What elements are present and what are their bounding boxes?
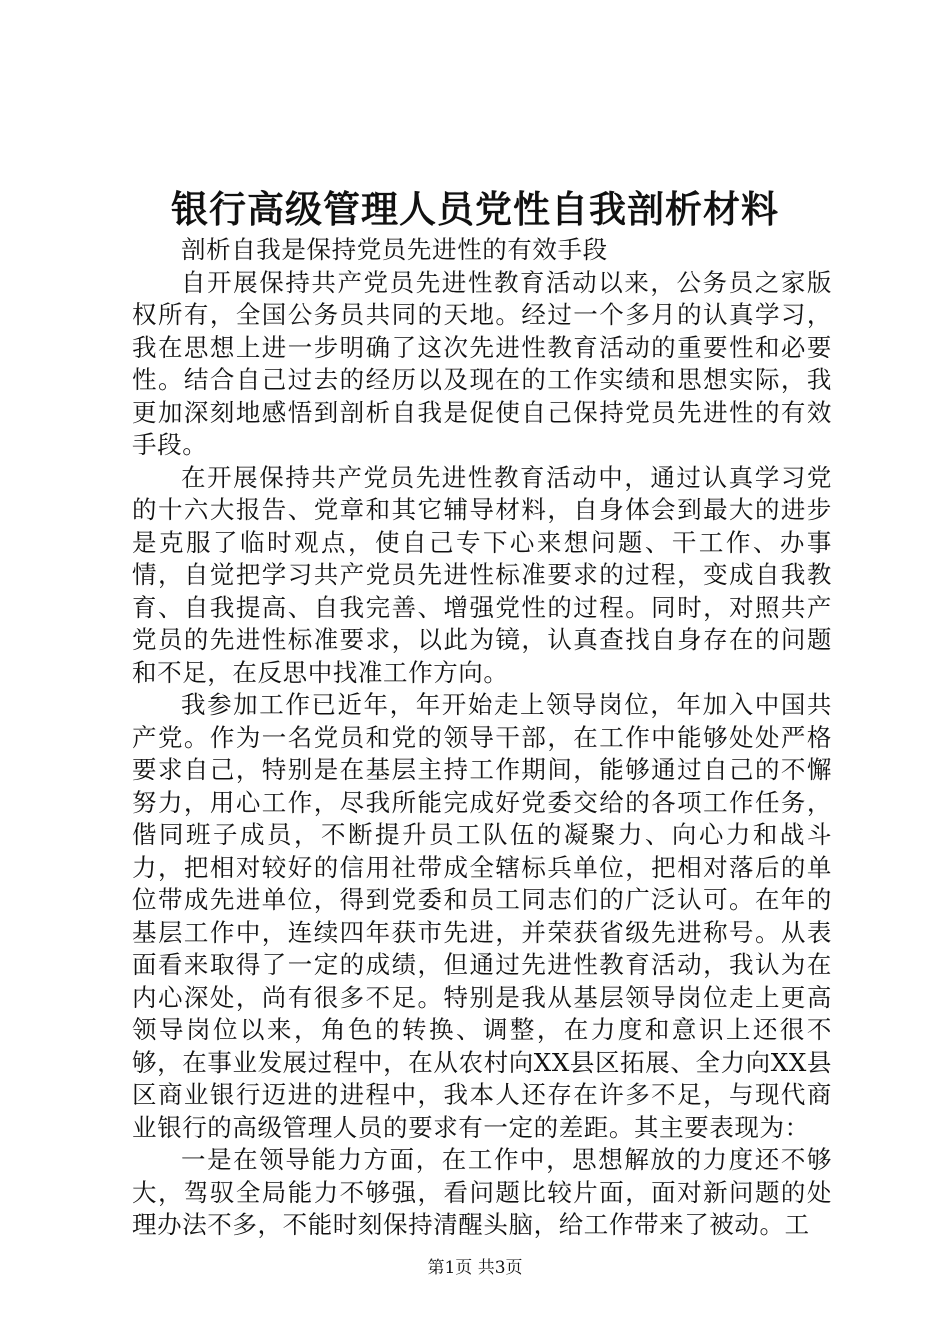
page-number-footer: 第1页 共3页 — [427, 1258, 523, 1278]
document-title: 银行高级管理人员党性自我剖析材料 — [171, 187, 779, 231]
paragraph-3: 我参加工作已近年，年开始走上领导岗位，年加入中国共产党。作为一名党员和党的领导干部，在工作中能够处处严格要求自己，特别是在基层主持工作期间，能够通过自己的不懈努力，用心工作，尽我所能完成好党委交给的各项工作任务，偕同班子成员，不断提升员工队伍的凝聚力、向心力和战斗力，把相对较好的信用社带成全辖标兵单位，把相对落后的单位带成先进单位，得到党委和员工同志们的广泛认可。在年的基层工作中，连续四年获市先进，并荣获省级先进称号。从表面看来取得了一定的成绩，但通过先进性教育活动，我认为在内心深处，尚有很多不足。特别是我从基层领导岗位走上更高领导岗位以来，角色的转换、调整，在力度和意识上还很不够，在事业发展过程中，在从农村向XX县区拓展、全力向XX县区商业银行迈进的进程中，我本人还存在许多不足，与现代商业银行的高级管理人员的要求有一定的差距。其主要表现为： — [132, 690, 832, 1142]
document-body — [132, 234, 832, 1242]
document-subtitle: 剖析自我是保持党员先进性的有效手段 — [181, 235, 608, 264]
paragraph-2: 在开展保持共产党员先进性教育活动中，通过认真学习党的十六大报告、党章和其它辅导材料，自身体会到最大的进步是克服了临时观点，使自己专下心来想问题、干工作、办事情，自觉把学习共产党员先进性标准要求的过程，变成自我教育、自我提高、自我完善、增强党性的过程。同时，对照共产党员的先进性标准要求，以此为镜，认真查找自身存在的问题和不足，在反思中找准工作方向。 — [132, 462, 832, 687]
paragraph-4: 一是在领导能力方面，在工作中，思想解放的力度还不够大，驾驭全局能力不够强，看问题比较片面，面对新问题的处理办法不多，不能时刻保持清醒头脑，给工作带来了被动。工 — [132, 1145, 832, 1239]
paragraph-1: 自开展保持共产党员先进性教育活动以来，公务员之家版权所有，全国公务员共同的天地。经过一个多月的认真学习，我在思想上进一步明确了这次先进性教育活动的重要性和必要性。结合自己过去的经历以及现在的工作实绩和思想实际，我更加深刻地感悟到剖析自我是促使自己保持党员先进性的有效手段。 — [132, 267, 832, 459]
